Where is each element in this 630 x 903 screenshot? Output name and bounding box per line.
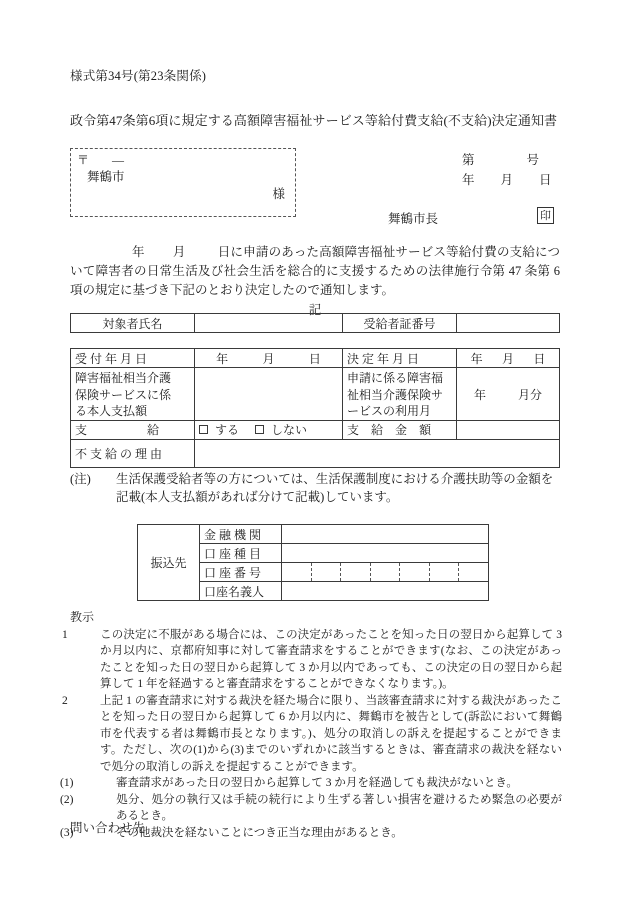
recipient-name-label: 対象者氏名 <box>71 314 195 333</box>
document-number-suffix: 号 <box>526 153 540 167</box>
instruction-item-2-number: 2 <box>62 694 68 707</box>
reception-date-label <box>71 349 195 368</box>
body-date-year: 年 <box>132 245 145 259</box>
account-number-digit-cells[interactable] <box>282 563 488 581</box>
instruction-sub-item-2-number: (2) <box>60 793 74 806</box>
reception-day: 日 <box>308 351 321 366</box>
self-payment-label-line2: 保険サービスに係 <box>75 387 172 402</box>
denial-reason-value[interactable] <box>195 439 560 467</box>
transfer-destination-table <box>137 524 489 601</box>
recipient-table <box>70 313 560 333</box>
note-marker: (注) <box>70 472 91 486</box>
addressee-box <box>70 148 296 217</box>
digit-cell[interactable] <box>400 563 430 581</box>
digit-cell[interactable] <box>430 563 460 581</box>
grant-amount-label-text: 支 給 金 額 <box>347 423 432 437</box>
certificate-number-value[interactable] <box>457 314 560 333</box>
ki-marker: 記 <box>308 303 322 317</box>
denial-reason-label-text: 不 支 給 の 理 由 <box>75 446 163 461</box>
usage-month-label-line2: 祉相当介護保険サ <box>347 387 444 402</box>
page-title: 政令第47条第6項に規定する高額障害福祉サービス等給付費支給(不支給)決定通知書 <box>70 113 558 128</box>
account-holder-label-text: 口座名義人 <box>204 584 265 599</box>
note-line <box>70 470 560 506</box>
checkbox-grant-yes[interactable] <box>199 425 208 434</box>
postal-dash: — <box>112 153 126 167</box>
table-row <box>71 420 560 439</box>
decision-date-label <box>343 349 457 368</box>
issuer-name: 舞鶴市長 <box>388 212 439 226</box>
digit-cell[interactable] <box>312 563 342 581</box>
account-type-label <box>200 544 282 563</box>
issue-date-day: 日 <box>539 173 552 187</box>
self-payment-value[interactable] <box>195 368 343 421</box>
certificate-number-label: 受給者証番号 <box>343 314 457 333</box>
instruction-sub-item-1 <box>60 775 562 792</box>
issue-date-month: 月 <box>500 173 514 187</box>
usage-year: 年 <box>473 388 486 402</box>
usage-month-label-line1: 申請に係る障害福 <box>347 371 444 385</box>
body-paragraph <box>70 243 560 300</box>
checkbox-grant-no[interactable] <box>255 425 264 434</box>
grant-label <box>71 420 195 439</box>
table-row <box>71 368 560 421</box>
instruction-sub-item-1-number: (1) <box>60 777 74 789</box>
reception-year: 年 <box>216 351 229 366</box>
account-type-label-text: 口 座 種 目 <box>204 546 262 561</box>
decision-table <box>70 348 560 468</box>
grant-amount-value[interactable] <box>457 420 560 439</box>
grant-yes-label: する <box>215 423 240 437</box>
table-row <box>71 314 560 333</box>
document-number-line <box>462 150 539 168</box>
reception-date-label-text: 受 付 年 月 日 <box>75 351 148 366</box>
note-block <box>70 470 560 506</box>
recipient-name-value[interactable] <box>195 314 343 333</box>
digit-cell[interactable] <box>341 563 371 581</box>
form-number: 様式第34号(第23条関係) <box>70 69 207 83</box>
usage-month-label-line3: ービスの利用月 <box>347 404 432 418</box>
body-date-month: 月 <box>172 245 186 259</box>
digit-cell[interactable] <box>282 563 312 581</box>
usage-month-label <box>343 368 457 421</box>
decision-date-label-text: 決 定 年 月 日 <box>347 351 420 366</box>
instruction-sub-item-3-number: (3) <box>60 826 74 839</box>
decision-year: 年 <box>470 351 483 366</box>
addressee-honorific: 様 <box>272 187 285 201</box>
grant-options <box>195 420 343 439</box>
table-row <box>71 349 560 368</box>
account-number-value[interactable] <box>282 563 489 582</box>
instruction-sub-item-3-text: その他裁決を経ないことにつき正当な理由があるとき。 <box>116 826 403 839</box>
grant-amount-label <box>343 420 457 439</box>
self-payment-label-line3: る本人支払額 <box>75 404 148 418</box>
instruction-item-1-text: この決定に不服がある場合には、この決定があったことを知った日の翌日から起算して 3 か月以内に、京都府知事に対して審査請求をすることができます(なお、この決定があったことを知った日の翌日から起算して 3 か月以内であっても、この決定の日の翌日から起算して 1 年を経過すると審査請求をすることができなくなります。)。 <box>100 628 562 690</box>
table-row <box>138 525 489 544</box>
instructions-block <box>60 609 562 841</box>
digit-cell[interactable] <box>459 563 488 581</box>
instruction-item-2 <box>62 693 562 776</box>
postal-mark-icon: 〒 <box>77 153 91 167</box>
instruction-item-1 <box>62 627 562 693</box>
addressee-city: 舞鶴市 <box>87 170 125 184</box>
reception-date-value[interactable] <box>195 349 343 368</box>
seal-stamp-icon: 印 <box>537 207 554 224</box>
bank-name-label-text: 金 融 機 関 <box>204 527 262 542</box>
digit-cell[interactable] <box>371 563 401 581</box>
bank-name-value[interactable] <box>282 525 489 544</box>
document-number-prefix: 第 <box>462 153 475 167</box>
note-text: 生活保護受給者等の方については、生活保護制度における介護扶助等の金額を記載(本人支払額があれば分けて記載)しています。 <box>116 472 554 504</box>
table-row <box>71 439 560 467</box>
transfer-side-label: 振込先 <box>138 525 200 601</box>
account-number-label-text: 口 座 番 号 <box>204 565 262 580</box>
decision-month: 月 <box>501 351 514 366</box>
account-number-label <box>200 563 282 582</box>
postal-code-line <box>77 151 125 168</box>
issue-date-year: 年 <box>462 173 475 187</box>
instruction-sub-item-2-text: 処分、処分の執行又は手続の続行により生ずる著しい損害を避けるため緊急の必要があるとき。 <box>116 793 562 822</box>
body-text: 日に申請のあった高額障害福祉サービス等給付費の支給について障害者の日常生活及び社会生活を総合的に支援するための法律施行令第 47 条第 6 項の規定に基づき下記のとおり決定したので通知します。 <box>70 245 560 297</box>
decision-day: 日 <box>533 351 546 366</box>
contact-label: 問い合わせ先 <box>70 821 146 835</box>
account-type-value[interactable] <box>282 544 489 563</box>
grant-label-text: 支 給 <box>75 423 160 437</box>
denial-reason-label <box>71 439 195 467</box>
instruction-item-1-number: 1 <box>62 628 68 641</box>
self-payment-label-line1: 障害福祉相当介護 <box>75 371 172 385</box>
usage-month: 月分 <box>518 388 543 402</box>
account-holder-value[interactable] <box>282 582 489 601</box>
usage-month-value[interactable] <box>457 368 560 421</box>
reception-month: 月 <box>262 351 275 366</box>
decision-date-value[interactable] <box>457 349 560 368</box>
self-payment-label <box>71 368 195 421</box>
account-holder-label <box>200 582 282 601</box>
instruction-sub-item-1-text: 審査請求があった日の翌日から起算して 3 か月を経過しても裁決がないとき。 <box>116 777 518 789</box>
instruction-item-2-text: 上記 1 の審査請求に対する裁決を経た場合に限り、当該審査請求に対する裁決があったことを知った日の翌日から起算して 6 か月以内に、舞鶴市を被告として(訴訟において舞鶴市を代表する者は舞鶴市長となります。)、処分の取消しの訴えを提起することができます。ただし、次の(1)から(3)までのいずれかに該当するときは、審査請求の裁決を経ないで処分の取消しの訴えを提起することができます。 <box>100 694 562 773</box>
instructions-heading: 教示 <box>70 610 95 624</box>
issue-date-line <box>462 170 552 188</box>
bank-name-label <box>200 525 282 544</box>
grant-no-label: しない <box>271 423 308 437</box>
